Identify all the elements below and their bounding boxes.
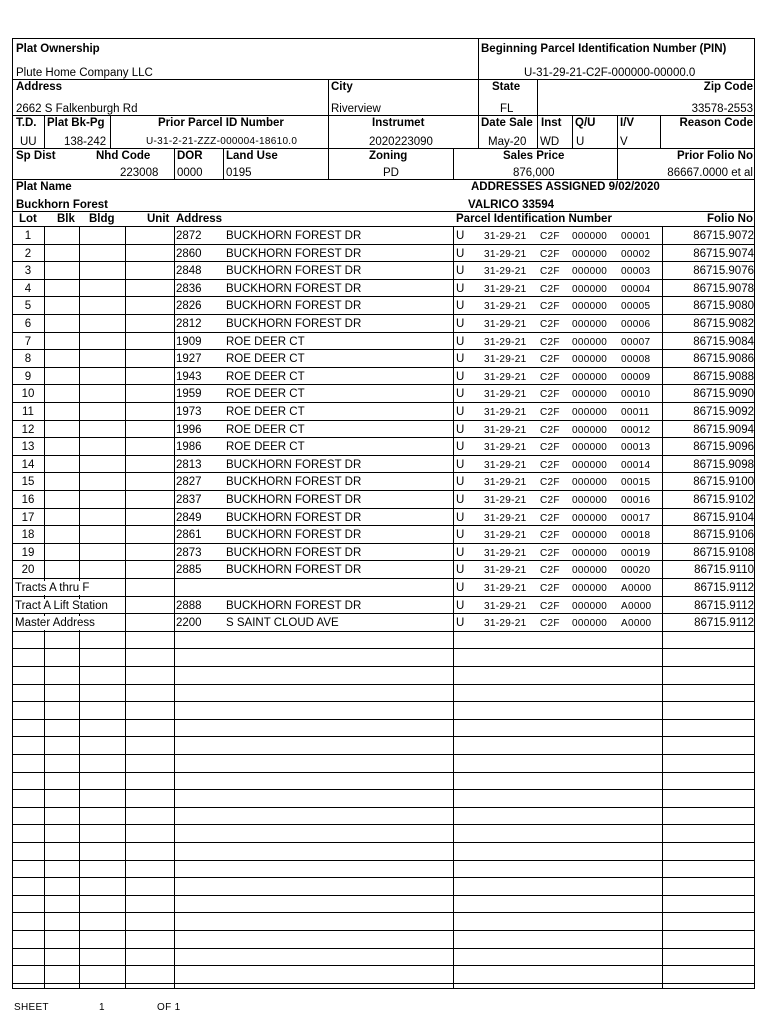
- table-row-line: [12, 314, 755, 315]
- pin-lot: 00008: [621, 354, 651, 365]
- zoning-value: PD: [383, 167, 399, 179]
- pin-lot: 00016: [621, 495, 651, 506]
- pin-str: 31-29-21: [484, 407, 527, 418]
- pin-block: 000000: [572, 354, 608, 365]
- folio-number: 86715.9088: [693, 371, 754, 383]
- table-row-line: [12, 754, 755, 755]
- lot-number: 7: [24, 336, 32, 348]
- street-number: 2861: [176, 529, 202, 541]
- lot-number: 10: [21, 388, 35, 400]
- pin-lot: 00019: [621, 548, 651, 559]
- pin-prefix: U: [456, 283, 465, 295]
- pin-lot: 00015: [621, 477, 651, 488]
- street-number: 2888: [176, 600, 202, 612]
- sales-price-value: 876,000: [513, 167, 555, 179]
- inst-label: Inst: [541, 117, 562, 129]
- lot-number: 20: [21, 564, 35, 576]
- pin-subdivision: C2F: [540, 407, 560, 418]
- street-number: 2836: [176, 283, 202, 295]
- street-name: BUCKHORN FOREST DR: [226, 494, 362, 506]
- plat-name-value: Buckhorn Forest: [16, 199, 109, 211]
- address-label: Address: [16, 81, 63, 93]
- table-column-line: [174, 226, 175, 989]
- pin-str: 31-29-21: [484, 354, 527, 365]
- street-name: BUCKHORN FOREST DR: [226, 265, 362, 277]
- street-name: ROE DEER CT: [226, 371, 305, 383]
- pin-str: 31-29-21: [484, 284, 527, 295]
- dor-label: DOR: [177, 150, 203, 162]
- date-sale-value: May-20: [488, 136, 527, 148]
- table-row-line: [12, 701, 755, 702]
- lot-number: 12: [21, 424, 35, 436]
- street-number: 2813: [176, 459, 202, 471]
- col-pin: Parcel Identification Number: [456, 213, 612, 225]
- pin-block: 000000: [572, 389, 608, 400]
- pin-subdivision: C2F: [540, 565, 560, 576]
- pin-prefix: U: [456, 336, 465, 348]
- folio-number: 86715.9098: [693, 459, 754, 471]
- street-name: BUCKHORN FOREST DR: [226, 318, 362, 330]
- lot-number: 3: [24, 265, 32, 277]
- pin-block: 000000: [572, 495, 608, 506]
- street-number: 1986: [176, 441, 202, 453]
- pin-block: 000000: [572, 460, 608, 471]
- city-value: Riverview: [331, 103, 381, 115]
- pin-lot: 00018: [621, 530, 651, 541]
- pin-block: 000000: [572, 548, 608, 559]
- table-row-line: [12, 455, 755, 456]
- pin-subdivision: C2F: [540, 495, 560, 506]
- col-unit: Unit: [147, 213, 170, 225]
- street-name: BUCKHORN FOREST DR: [226, 459, 362, 471]
- pin-prefix: U: [456, 512, 465, 524]
- pin-prefix: U: [456, 617, 465, 629]
- table-row-line: [12, 490, 755, 491]
- pin-prefix: U: [456, 248, 465, 260]
- table-row-line: [12, 543, 755, 544]
- col-bldg: Bldg: [89, 213, 115, 225]
- pin-lot: 00011: [621, 407, 650, 418]
- pin-block: 000000: [572, 425, 608, 436]
- pin-subdivision: C2F: [540, 460, 560, 471]
- plat-ownership-label: Plat Ownership: [16, 43, 100, 55]
- pin-prefix: U: [456, 318, 465, 330]
- lot-number: 19: [21, 547, 35, 559]
- sales-price-label: Sales Price: [503, 150, 565, 162]
- table-row-line: [12, 596, 755, 597]
- folio-number: 86715.9090: [693, 388, 754, 400]
- street-number: 2812: [176, 318, 202, 330]
- pin-str: 31-29-21: [484, 583, 527, 594]
- zip-value: 33578-2553: [691, 103, 753, 115]
- pin-subdivision: C2F: [540, 266, 560, 277]
- td-value: UU: [20, 136, 37, 148]
- pin-block: 000000: [572, 583, 608, 594]
- folio-number: 86715.9074: [693, 248, 754, 260]
- pin-prefix: U: [456, 494, 465, 506]
- pin-prefix: U: [456, 265, 465, 277]
- pin-str: 31-29-21: [484, 442, 527, 453]
- lot-number: 16: [21, 494, 35, 506]
- col-lot: Lot: [19, 213, 37, 225]
- plat-name-label: Plat Name: [16, 181, 72, 193]
- lot-number: 9: [24, 371, 32, 383]
- pin-lot: 00007: [621, 337, 651, 348]
- td-label: T.D.: [16, 117, 37, 129]
- pin-str: 31-29-21: [484, 301, 527, 312]
- pin-str: 31-29-21: [484, 513, 527, 524]
- street-name: BUCKHORN FOREST DR: [226, 248, 362, 260]
- pin-subdivision: C2F: [540, 301, 560, 312]
- pin-block: 000000: [572, 530, 608, 541]
- table-row-line: [12, 930, 755, 931]
- table-row-line: [12, 332, 755, 333]
- table-row-line: [12, 877, 755, 878]
- street-name: ROE DEER CT: [226, 336, 305, 348]
- date-sale-label: Date Sale: [481, 117, 533, 129]
- pin-lot: 00003: [621, 266, 651, 277]
- pin-lot: 00014: [621, 460, 651, 471]
- pin-subdivision: C2F: [540, 618, 560, 629]
- pin-prefix: U: [456, 388, 465, 400]
- folio-number: 86715.9072: [693, 230, 754, 242]
- state-label: State: [492, 81, 521, 93]
- instrument-value: 2020223090: [369, 136, 433, 148]
- lot-number: 4: [24, 283, 32, 295]
- street-number: 1959: [176, 388, 202, 400]
- prior-folio-value: 86667.0000 et al: [667, 167, 753, 179]
- pin-block: 000000: [572, 565, 608, 576]
- lot-number: 14: [21, 459, 35, 471]
- addresses-assigned: ADDRESSES ASSIGNED 9/02/2020: [471, 181, 660, 193]
- street-number: 1927: [176, 353, 202, 365]
- pin-lot: 00001: [621, 231, 651, 242]
- street-number: 2849: [176, 512, 202, 524]
- street-number: 2860: [176, 248, 202, 260]
- street-name: BUCKHORN FOREST DR: [226, 230, 362, 242]
- zip-label: Zip Code: [703, 81, 753, 93]
- table-row-line: [12, 244, 755, 245]
- pin-subdivision: C2F: [540, 530, 560, 541]
- street-name: ROE DEER CT: [226, 406, 305, 418]
- lot-number: 5: [24, 300, 32, 312]
- pin-block: 000000: [572, 407, 608, 418]
- col-blk: Blk: [57, 213, 75, 225]
- street-number: 2827: [176, 476, 202, 488]
- table-row-line: [12, 684, 755, 685]
- table-row-line: [12, 631, 755, 632]
- pin-block: 000000: [572, 301, 608, 312]
- pin-subdivision: C2F: [540, 319, 560, 330]
- street-number: 2848: [176, 265, 202, 277]
- iv-label: I/V: [620, 117, 635, 129]
- table-row-line: [12, 789, 755, 790]
- assigned-city: VALRICO 33594: [468, 199, 555, 211]
- table-column-line: [125, 226, 126, 989]
- folio-number: 86715.9102: [693, 494, 754, 506]
- pin-subdivision: C2F: [540, 601, 560, 612]
- street-number: 1973: [176, 406, 202, 418]
- state-value: FL: [500, 103, 514, 115]
- pin-prefix: U: [456, 600, 465, 612]
- street-number: 2826: [176, 300, 202, 312]
- dor-value: 0000: [177, 167, 203, 179]
- pin-lot: 00010: [621, 389, 651, 400]
- col-address: Address: [176, 213, 223, 225]
- street-name: BUCKHORN FOREST DR: [226, 529, 362, 541]
- pin-str: 31-29-21: [484, 530, 527, 541]
- pin-prefix: U: [456, 529, 465, 541]
- pin-lot: 00009: [621, 372, 651, 383]
- folio-number: 86715.9106: [693, 529, 754, 541]
- street-name: BUCKHORN FOREST DR: [226, 600, 362, 612]
- street-number: 1996: [176, 424, 202, 436]
- qu-value: U: [576, 136, 585, 148]
- folio-number: 86715.9112: [694, 617, 754, 629]
- street-name: BUCKHORN FOREST DR: [226, 512, 362, 524]
- pin-label: Beginning Parcel Identification Number (PIN): [481, 43, 727, 55]
- pin-str: 31-29-21: [484, 495, 527, 506]
- pin-prefix: U: [456, 230, 465, 242]
- street-name: BUCKHORN FOREST DR: [226, 300, 362, 312]
- pin-block: 000000: [572, 284, 608, 295]
- land-use-value: 0195: [226, 167, 252, 179]
- table-row-line: [12, 402, 755, 403]
- lot-number: 18: [21, 529, 35, 541]
- pin-str: 31-29-21: [484, 249, 527, 260]
- folio-number: 86715.9100: [693, 476, 754, 488]
- pin-str: 31-29-21: [484, 425, 527, 436]
- folio-number: 86715.9112: [694, 582, 754, 594]
- table-row-line: [12, 736, 755, 737]
- pin-str: 31-29-21: [484, 266, 527, 277]
- tract-label: Tract A Lift Station: [15, 600, 108, 612]
- pin-prefix: U: [456, 406, 465, 418]
- table-row-line: [12, 772, 755, 773]
- folio-number: 86715.9092: [693, 406, 754, 418]
- table-row-line: [12, 648, 755, 649]
- lot-number: 17: [21, 512, 35, 524]
- instrument-label: Instrumet: [372, 117, 425, 129]
- pin-value: U-31-29-21-C2F-000000-00000.0: [524, 67, 696, 79]
- pin-subdivision: C2F: [540, 249, 560, 260]
- lot-number: 11: [22, 406, 34, 418]
- pin-lot: 00012: [621, 425, 651, 436]
- folio-number: 86715.9112: [694, 600, 754, 612]
- pin-subdivision: C2F: [540, 425, 560, 436]
- folio-number: 86715.9094: [693, 424, 754, 436]
- folio-number: 86715.9108: [693, 547, 754, 559]
- street-name: BUCKHORN FOREST DR: [226, 476, 362, 488]
- lot-number: 1: [24, 230, 32, 242]
- table-column-line: [453, 226, 454, 989]
- pin-subdivision: C2F: [540, 389, 560, 400]
- sheet-label: SHEET: [14, 1002, 49, 1013]
- pin-str: 31-29-21: [484, 477, 527, 488]
- street-name: S SAINT CLOUD AVE: [226, 617, 339, 629]
- folio-number: 86715.9076: [693, 265, 754, 277]
- pin-prefix: U: [456, 371, 465, 383]
- lot-number: 6: [24, 318, 32, 330]
- pin-prefix: U: [456, 547, 465, 559]
- folio-number: 86715.9104: [693, 512, 754, 524]
- pin-lot: A0000: [621, 601, 652, 612]
- platbk-label: Plat Bk-Pg: [47, 117, 105, 129]
- pin-lot: A0000: [621, 583, 652, 594]
- table-row-line: [12, 948, 755, 949]
- pin-subdivision: C2F: [540, 477, 560, 488]
- table-row-line: [12, 367, 755, 368]
- plat-ownership-value: Plute Home Company LLC: [16, 67, 153, 79]
- pin-subdivision: C2F: [540, 548, 560, 559]
- nhd-code-value: 223008: [120, 167, 159, 179]
- folio-number: 86715.9082: [693, 318, 754, 330]
- street-name: ROE DEER CT: [226, 353, 305, 365]
- pin-subdivision: C2F: [540, 284, 560, 295]
- pin-subdivision: C2F: [540, 513, 560, 524]
- reason-code-label: Reason Code: [679, 117, 753, 129]
- pin-block: 000000: [572, 337, 608, 348]
- col-folio: Folio No: [707, 213, 753, 225]
- tract-label: Master Address: [15, 617, 95, 629]
- city-label: City: [331, 81, 353, 93]
- pin-prefix: U: [456, 300, 465, 312]
- folio-number: 86715.9078: [693, 283, 754, 295]
- street-name: BUCKHORN FOREST DR: [226, 283, 362, 295]
- table-row-line: [12, 666, 755, 667]
- pin-lot: 00020: [621, 565, 651, 576]
- table-row-line: [12, 860, 755, 861]
- folio-number: 86715.9096: [693, 441, 754, 453]
- pin-prefix: U: [456, 459, 465, 471]
- zoning-label: Zoning: [369, 150, 408, 162]
- street-number: 2885: [176, 564, 202, 576]
- pin-str: 31-29-21: [484, 389, 527, 400]
- inst-value: WD: [540, 136, 560, 148]
- address-value: 2662 S Falkenburgh Rd: [16, 103, 138, 115]
- pin-str: 31-29-21: [484, 548, 527, 559]
- pin-subdivision: C2F: [540, 354, 560, 365]
- pin-prefix: U: [456, 564, 465, 576]
- street-name: BUCKHORN FOREST DR: [226, 547, 362, 559]
- table-row-line: [12, 719, 755, 720]
- pin-block: 000000: [572, 231, 608, 242]
- table-row-line: [12, 912, 755, 913]
- spdist-label: Sp Dist: [16, 150, 56, 162]
- pin-block: 000000: [572, 618, 608, 629]
- street-number: 1909: [176, 336, 202, 348]
- pin-subdivision: C2F: [540, 337, 560, 348]
- sheet-of-label: OF 1: [157, 1002, 181, 1013]
- lot-number: 2: [24, 248, 32, 260]
- table-row-line: [12, 508, 755, 509]
- qu-label: Q/U: [575, 117, 596, 129]
- pin-block: 000000: [572, 249, 608, 260]
- pin-prefix: U: [456, 476, 465, 488]
- street-number: 2837: [176, 494, 202, 506]
- pin-str: 31-29-21: [484, 231, 527, 242]
- pin-block: 000000: [572, 266, 608, 277]
- pin-block: 000000: [572, 513, 608, 524]
- pin-block: 000000: [572, 477, 608, 488]
- pin-lot: 00005: [621, 301, 651, 312]
- pin-str: 31-29-21: [484, 618, 527, 629]
- street-number: 1943: [176, 371, 202, 383]
- platbk-value: 138-242: [64, 136, 107, 148]
- pin-prefix: U: [456, 441, 465, 453]
- street-number: 2872: [176, 230, 202, 242]
- pin-str: 31-29-21: [484, 372, 527, 383]
- street-name: ROE DEER CT: [226, 388, 305, 400]
- pin-block: 000000: [572, 601, 608, 612]
- pin-lot: 00013: [621, 442, 651, 453]
- table-column-line: [662, 226, 663, 989]
- pin-block: 000000: [572, 319, 608, 330]
- land-use-label: Land Use: [226, 150, 278, 162]
- prior-parcel-label: Prior Parcel ID Number: [158, 117, 284, 129]
- pin-str: 31-29-21: [484, 601, 527, 612]
- table-row-line: [12, 824, 755, 825]
- street-number: 2873: [176, 547, 202, 559]
- table-row-line: [12, 842, 755, 843]
- street-name: BUCKHORN FOREST DR: [226, 564, 362, 576]
- folio-number: 86715.9086: [693, 353, 754, 365]
- pin-str: 31-29-21: [484, 319, 527, 330]
- pin-lot: 00006: [621, 319, 651, 330]
- pin-str: 31-29-21: [484, 565, 527, 576]
- pin-lot: 00004: [621, 284, 651, 295]
- pin-subdivision: C2F: [540, 583, 560, 594]
- prior-folio-label: Prior Folio No: [676, 150, 753, 162]
- iv-value: V: [620, 136, 628, 148]
- table-row-line: [12, 807, 755, 808]
- pin-lot: 00017: [621, 513, 651, 524]
- table-row-line: [12, 983, 755, 984]
- tract-label: Tracts A thru F: [15, 582, 90, 594]
- pin-str: 31-29-21: [484, 337, 527, 348]
- table-row-line: [12, 965, 755, 966]
- folio-number: 86715.9080: [693, 300, 754, 312]
- folio-number: 86715.9110: [694, 564, 754, 576]
- street-name: ROE DEER CT: [226, 441, 305, 453]
- pin-lot: A0000: [621, 618, 652, 629]
- table-row-line: [12, 578, 755, 579]
- pin-subdivision: C2F: [540, 442, 560, 453]
- street-number: 2200: [176, 617, 202, 629]
- folio-number: 86715.9084: [693, 336, 754, 348]
- pin-block: 000000: [572, 372, 608, 383]
- pin-prefix: U: [456, 424, 465, 436]
- table-row-line: [12, 420, 755, 421]
- table-row-line: [12, 279, 755, 280]
- pin-subdivision: C2F: [540, 372, 560, 383]
- pin-str: 31-29-21: [484, 460, 527, 471]
- pin-lot: 00002: [621, 249, 651, 260]
- lot-number: 13: [21, 441, 35, 453]
- pin-prefix: U: [456, 582, 465, 594]
- street-name: ROE DEER CT: [226, 424, 305, 436]
- nhd-code-label: Nhd Code: [96, 150, 151, 162]
- pin-subdivision: C2F: [540, 231, 560, 242]
- pin-block: 000000: [572, 442, 608, 453]
- lot-number: 15: [21, 476, 35, 488]
- pin-prefix: U: [456, 353, 465, 365]
- prior-parcel-value: U-31-2-21-ZZZ-000004-18610.0: [146, 136, 298, 147]
- lot-number: 8: [24, 353, 32, 365]
- table-row-line: [12, 895, 755, 896]
- sheet-number: 1: [99, 1002, 105, 1013]
